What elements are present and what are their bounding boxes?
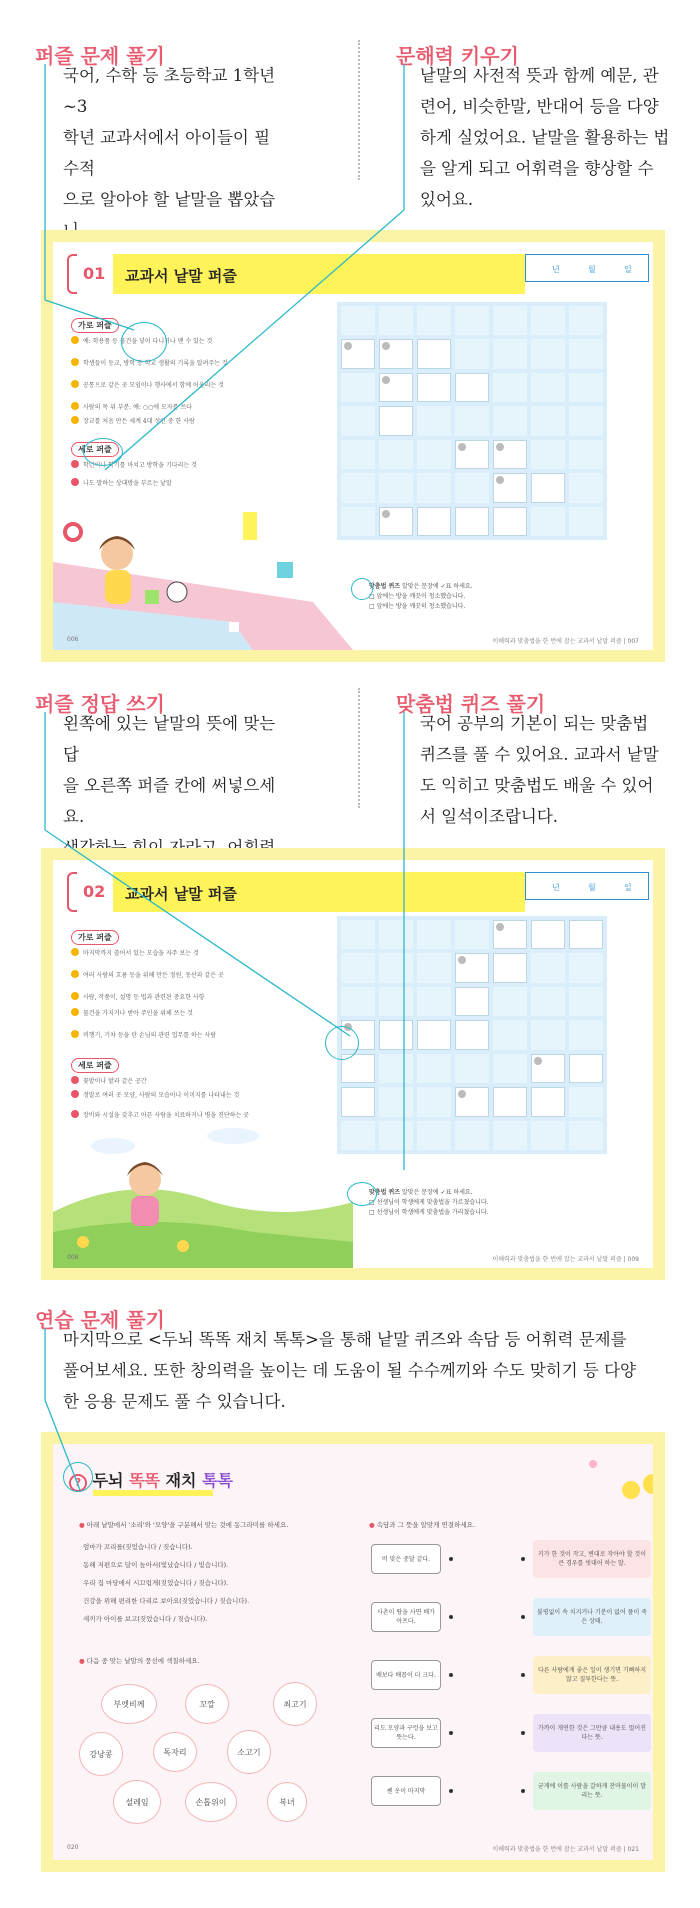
lesson2-footer: 이해력과 맞춤법을 한 번에 잡는 교과서 낱말 퍼즐 | 009 xyxy=(492,1256,639,1263)
section-text-literacy: 낱말의 사전적 뜻과 함께 예문, 관 련어, 비슷한말, 반대어 등을 다양 하게 실었어요. 낱말을 활용하는 법 을 알게 되고 어휘력을 향상할 수 있어요. xyxy=(420,66,670,209)
lesson2-grid-cell[interactable] xyxy=(531,1087,565,1116)
lesson1-crossword-grid xyxy=(337,302,607,540)
lesson1-spread-frame xyxy=(41,230,665,662)
lesson2-grid-cell[interactable] xyxy=(569,1054,603,1083)
lesson1-spread xyxy=(53,242,653,650)
practice-q1-head: ● 아래 낱말에서 '소리'와 '모양'을 구분해서 맞는 것에 동그라미를 하세요. xyxy=(79,1521,289,1529)
lesson1-grid-cell[interactable] xyxy=(493,507,527,536)
match-dot[interactable] xyxy=(449,1557,453,1561)
section-divider-2 xyxy=(358,688,360,808)
lesson2-down-clue-1: 꽃밭이나 밭과 같은 공간 xyxy=(71,1076,147,1087)
balloon[interactable]: 소고기 xyxy=(227,1730,271,1774)
lesson1-annotation-circle-3 xyxy=(351,578,373,600)
section-divider xyxy=(358,40,360,180)
lesson2-grid-cell[interactable] xyxy=(455,987,489,1016)
lesson2-spelling-quiz: 맞춤법 퀴즈 알맞은 문장에 ✓표 하세요. □ 선생님이 학생에게 맞춤법을 가르쳤습니다. □ 선생님이 학생에게 맞춤법을 가리쳤습니다. xyxy=(369,1188,569,1218)
q1-line[interactable]: 동해 저편으로 달이 높아서(빛났습니다 / 빛습니다). xyxy=(83,1561,229,1569)
lesson2-bracket xyxy=(67,872,77,912)
lesson2-grid-cell[interactable] xyxy=(455,1087,489,1116)
chicks-illustration xyxy=(573,1450,653,1510)
lesson1-number: 01 xyxy=(83,264,106,283)
lesson1-across-clue-1: 예: 학용품 등 물건을 넣어 다니거나 맨 수 있는 것 xyxy=(71,336,212,347)
lesson1-across-clue-5: 장교를 처음 만든 세계 4대 성인 중 한 사람 xyxy=(71,416,195,427)
lesson1-illustration xyxy=(53,492,353,650)
lesson1-quiz-option-1[interactable]: □ 앞에는 방을 깨끗이 청소했습니다. xyxy=(369,593,466,600)
match-dot[interactable] xyxy=(449,1615,453,1619)
balloon[interactable]: 독자리 xyxy=(153,1732,197,1772)
lesson2-grid-cell[interactable] xyxy=(379,1020,413,1049)
lesson2-grid-cell[interactable] xyxy=(417,1020,451,1049)
lesson1-grid-cell[interactable] xyxy=(379,339,413,368)
lesson1-page-left: 006 xyxy=(67,636,79,643)
match-dot[interactable] xyxy=(521,1789,525,1793)
lesson1-grid-cell[interactable] xyxy=(455,507,489,536)
section-text-practice: 마지막으로 <두뇌 똑똑 재치 톡톡>을 통해 낱말 퀴즈와 속담 등 어휘력 문제를 풀어보세요. 또한 창의력을 높이는 데 도움이 될 수수께끼와 수도 맞히기 등 다양 한 응용 문제도 풀 수 있습니다. xyxy=(63,1330,636,1411)
lesson2-grid-cell[interactable] xyxy=(493,920,527,949)
lesson1-annotation-circle xyxy=(121,322,167,362)
balloon[interactable]: 손톱위이 xyxy=(185,1782,237,1822)
match-dot[interactable] xyxy=(521,1731,525,1735)
lesson2-across-clue-3: 사람, 작품이, 설명 등 법과 관련된 중요한 사항 xyxy=(71,992,205,1003)
lesson1-grid-cell[interactable] xyxy=(341,339,375,368)
lesson2-annotation-circle xyxy=(325,1026,359,1060)
lesson1-footer: 이해력과 맞춤법을 한 번에 잡는 교과서 낱말 퍼즐 | 007 xyxy=(492,638,639,645)
match-dot[interactable] xyxy=(449,1789,453,1793)
practice-title-underline xyxy=(93,1490,213,1496)
proverb-box: 비 맞은 중달 같다. xyxy=(371,1544,441,1574)
proverb-box: 리도 모양과 구렁을 보고 뜻는다. xyxy=(371,1718,441,1748)
lesson1-grid-cell[interactable] xyxy=(417,373,451,402)
section-title-puzzle: 퍼즐 문제 풀기 xyxy=(35,44,165,68)
practice-footer: 이해력과 맞춤법을 한 번에 잡는 교과서 낱말 퍼즐 | 021 xyxy=(492,1846,639,1853)
lesson2-across-head: 가로 퍼즐 xyxy=(71,930,119,945)
lesson1-annotation-circle-2 xyxy=(83,438,123,466)
lesson2-page-left: 008 xyxy=(67,1254,79,1261)
meaning-box: 굳게에 이를 사람을 갈하게 잔마물이이 말리는 뜻. xyxy=(533,1772,651,1810)
section-text-answers: 왼쪽에 있는 낱말의 뜻에 맞는 답 을 오른쪽 퍼즐 칸에 써넣으세요. xyxy=(63,714,276,826)
lesson2-title: 교과서 낱말 퍼즐 xyxy=(125,885,237,903)
balloon[interactable]: 설레임 xyxy=(113,1780,161,1824)
lesson1-grid-cell[interactable] xyxy=(493,440,527,469)
lesson2-spread xyxy=(53,860,653,1268)
section-title-answers: 퍼즐 정답 쓰기 xyxy=(35,692,165,716)
lesson2-grid-cell[interactable] xyxy=(455,1020,489,1049)
lesson1-grid-cell[interactable] xyxy=(379,507,413,536)
lesson2-quiz-option-1[interactable]: □ 선생님이 학생에게 맞춤법을 가르쳤습니다. xyxy=(369,1199,489,1206)
section-title-practice: 연습 문제 풀기 xyxy=(35,1308,165,1332)
lesson1-grid-cell[interactable] xyxy=(379,373,413,402)
lesson1-title: 교과서 낱말 퍼즐 xyxy=(125,267,237,285)
lesson1-spelling-quiz: 맞춤법 퀴즈 알맞은 문장에 ✓표 하세요. □ 앞에는 방을 깨끗이 청소했습니다. □ 앞에는 방을 깨끗히 청소했습니다. xyxy=(369,582,569,612)
lesson2-down-clue-2: 정말로 여러 곳 모양, 사람의 모습이나 이미지를 나타내는 것 xyxy=(71,1090,239,1101)
lesson2-grid-cell[interactable] xyxy=(531,920,565,949)
lesson2-spread-frame xyxy=(41,848,665,1280)
lesson2-grid-cell[interactable] xyxy=(493,1087,527,1116)
lesson2-across-clue-2: 여러 사람의 흐름 등을 위해 만든 정원, 동산과 같은 곳 xyxy=(71,970,224,981)
lesson1-grid-cell[interactable] xyxy=(455,373,489,402)
q1-line[interactable]: 건강을 위해 편리한 다리로 보아요(짖었습니다 / 짖습니다). xyxy=(83,1597,250,1605)
section-title-literacy: 문해력 키우기 xyxy=(396,44,519,68)
lesson2-quiz-option-2[interactable]: □ 선생님이 학생에게 맞춤법을 가리쳤습니다. xyxy=(369,1209,489,1216)
q1-line[interactable]: 엄마가 꼬리를(짖었습니다 / 짖습니다). xyxy=(83,1543,193,1551)
meaning-box: 키가 한 것이 작고, 변대로 작아야 할 것이 큰 경우를 빗대어 하는 말. xyxy=(533,1540,651,1578)
balloon[interactable]: 꼬깔 xyxy=(185,1684,229,1724)
lesson1-date-box: 년 월 일 xyxy=(525,254,649,282)
lesson2-grid-cell[interactable] xyxy=(455,953,489,982)
q1-line[interactable]: 새끼가 아이를 보고(짖었습니다 / 짖습니다). xyxy=(83,1615,208,1623)
lesson2-across-clue-5: 비행기, 기차 등을 탄 손님의 관련 업무를 하는 사람 xyxy=(71,1030,216,1041)
lesson2-grid-cell[interactable] xyxy=(531,1054,565,1083)
q1-line[interactable]: 우리 집 마당에서 시끄럽게(짖었습니다 / 짖습니다). xyxy=(83,1579,229,1587)
lesson1-across-head: 가로 퍼즐 xyxy=(71,318,119,333)
lesson2-grid-cell[interactable] xyxy=(569,920,603,949)
section-text-puzzle: 국어, 수학 등 초등학교 1학년~3 학년 교과서에서 아이들이 필수적 으로 알아야 할 낱말을 뽑았습 xyxy=(63,66,276,209)
meaning-box: 불평없이 속 치지거나 기분이 없어 풀이 죽은 상태. xyxy=(533,1598,651,1636)
lesson2-illustration xyxy=(53,1122,353,1268)
lesson2-date-box: 년 월 일 xyxy=(525,872,649,900)
practice-spread xyxy=(53,1444,653,1860)
lesson1-across-clue-2: 학생들이 등교, 방학 등 학교 생활의 기록을 알려주는 것 xyxy=(71,358,228,369)
lesson2-down-clue-3: 장비와 시설을 갖추고 아픈 사람을 치료하거나 병을 진단하는 곳 xyxy=(71,1110,249,1121)
match-dot[interactable] xyxy=(521,1673,525,1677)
lesson2-down-head: 세로 퍼즐 xyxy=(71,1058,119,1073)
lesson2-annotation-circle-2 xyxy=(347,1182,377,1206)
section-title-spelling: 맞춤법 퀴즈 풀기 xyxy=(396,692,546,716)
lesson1-across-clue-3: 공통으로 같은 곳 모임이나 행사에서 함께 어울리는 것 xyxy=(71,380,224,391)
balloon[interactable]: 복녀 xyxy=(267,1782,307,1822)
lesson1-down-head: 세로 퍼즐 xyxy=(71,442,119,457)
balloon[interactable]: 최고기 xyxy=(273,1682,317,1726)
lesson1-bracket xyxy=(67,254,77,294)
practice-q3-head: ● 속담과 그 뜻을 알맞게 연결하세요. xyxy=(369,1521,475,1529)
lesson2-grid-cell[interactable] xyxy=(341,1087,375,1116)
lesson1-grid-cell[interactable] xyxy=(379,406,413,435)
practice-spread-frame xyxy=(41,1432,665,1872)
practice-title: ? 두뇌 똑똑 재치 톡톡 xyxy=(69,1468,233,1492)
practice-page-left: 020 xyxy=(67,1844,79,1851)
lesson1-grid-cell[interactable] xyxy=(417,507,451,536)
match-dot[interactable] xyxy=(521,1557,525,1561)
lesson2-grid-cell[interactable] xyxy=(493,953,527,982)
proverb-box: 배보다 배꼽이 더 크다. xyxy=(371,1660,441,1690)
lesson1-grid-cell[interactable] xyxy=(417,339,451,368)
proverb-box: 사촌이 땅을 사면 배가 아프다. xyxy=(371,1602,441,1632)
lesson1-grid-cell[interactable] xyxy=(455,440,489,469)
match-dot[interactable] xyxy=(521,1615,525,1619)
lesson1-across-clue-4: 사람의 목 위 부분. 예: ○○에 모자를 쓰다 xyxy=(71,402,192,413)
proverb-box: 쎈 옷이 마지막 xyxy=(371,1776,441,1806)
lesson1-quiz-option-2[interactable]: □ 앞에는 방을 깨끗히 청소했습니다. xyxy=(369,603,466,610)
match-dot[interactable] xyxy=(449,1673,453,1677)
balloon[interactable]: 강낭콩 xyxy=(79,1732,123,1776)
practice-q2-head: ● 다음 중 맞는 낱말의 풍선에 색칠하세요. xyxy=(79,1657,200,1665)
lesson2-crossword-grid xyxy=(337,916,607,1154)
lesson1-grid-cell[interactable] xyxy=(493,473,527,502)
lesson1-down-clue-2: 나도 말하는 상대방을 부르는 낱말 xyxy=(71,478,172,489)
meaning-box: 가까이 개연한 것은 그만큼 내용도 멀어진다는 뜻. xyxy=(533,1714,651,1752)
meaning-box: 다른 사람에게 좋은 일이 생기면 기뻐하지 않고 질투한다는 뜻. xyxy=(533,1656,651,1694)
question-icon: ? xyxy=(69,1474,87,1492)
lesson1-grid-cell[interactable] xyxy=(531,473,565,502)
section-text-spelling: 국어 공부의 기본이 되는 맞춤법 퀴즈를 풀 수 있어요. 교과서 낱말 도 익히고 맞춤법도 배울 수 있어 서 일석이조랍니다. xyxy=(420,714,659,826)
practice-annotation-circle xyxy=(63,1462,93,1492)
practice-q1-lines xyxy=(83,1538,249,1628)
balloon[interactable]: 부엣비께 xyxy=(101,1684,157,1724)
lesson2-number: 02 xyxy=(83,882,106,901)
lesson2-across-clue-1: 마지막까지 쓸어서 있는 모습을 자주 보는 것 xyxy=(71,948,199,959)
lesson2-across-clue-4: 물건을 가지거나 받아 주인을 위해 쓰는 것 xyxy=(71,1008,193,1019)
match-dot[interactable] xyxy=(449,1731,453,1735)
lesson1-down-clue-1: 학년이나 학기를 마치고 방학을 기다리는 것 xyxy=(71,460,197,471)
